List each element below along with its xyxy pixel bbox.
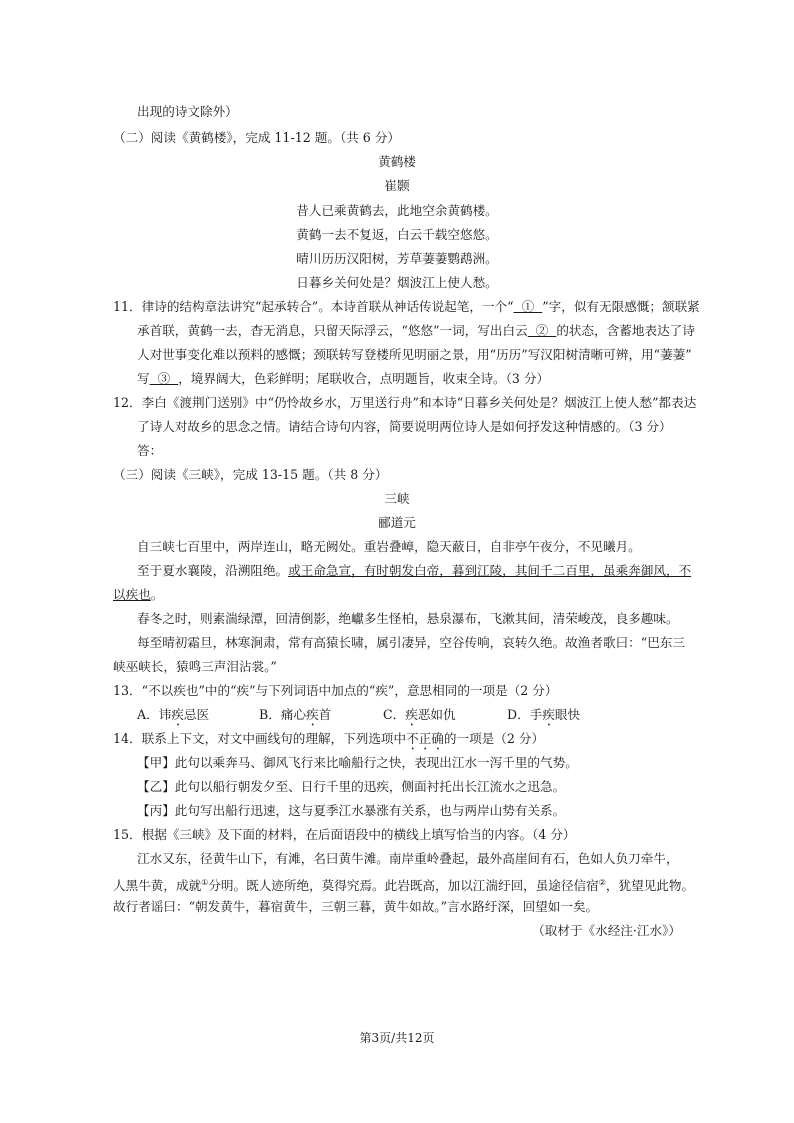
- blank-1: ①: [513, 299, 543, 314]
- option-text: 眼快: [554, 707, 581, 722]
- q11-text: ，境界阔大，色彩鲜明；尾联收合，点明题旨，收束全诗。（3 分）: [178, 371, 550, 386]
- section-2-heading: （二）阅读《黄鹤楼》，完成 11-12 题。（共 6 分）: [113, 130, 401, 145]
- passage-paragraph-4: 每至晴初霜旦，林寒涧肃，常有高猿长啸，属引凄异，空谷传响，哀转久绝。故渔者歌曰：“巴东三: [137, 635, 685, 650]
- passage-paragraph-3: 春冬之时，则素湍绿潭，回清倒影，绝巘多生怪柏，悬泉瀑布，飞漱其间，清荣峻茂，良多趣味。: [137, 611, 679, 626]
- q11-text: 律诗的结构章法讲究“起承转合”。本诗首联从神话传说起笔，一个“: [141, 299, 514, 314]
- dotted-char: 疾: [306, 707, 319, 722]
- option-text: 讳: [158, 707, 172, 722]
- q11-text: ”字，似有无限感慨；颔联紧: [542, 299, 700, 314]
- material-text: 江水又东，径黄牛山下，有滩，名曰黄牛滩。南岸重岭叠起，最外高崖间有石，色如人负刀牵牛，: [137, 851, 679, 866]
- poem-author: 崔颢: [384, 178, 410, 193]
- blank-3: ③: [149, 371, 179, 386]
- q11-text: 的状态，含蓄地表达了诗: [556, 323, 695, 338]
- option-c[interactable]: [383, 706, 456, 729]
- option-letter: A．: [137, 707, 159, 722]
- q14-text: 的一项是（2 分）: [443, 731, 545, 746]
- question-number: 11．: [113, 299, 142, 314]
- option-text: 首: [318, 707, 332, 722]
- q11-text: 承首联，黄鹤一去，杳无消息，只留天际浮云，“悠悠”一词，写出白云: [137, 323, 528, 338]
- question-number: 15．: [113, 827, 142, 842]
- q14-text: 联系上下文，对文中画线句的理解，下列选项中: [141, 731, 407, 746]
- q11-text: 写: [137, 371, 150, 386]
- option-yi[interactable]: 【乙】此句以船行朝发夕至、日行千里的迅疾，侧面衬托出长江流水之迅急。: [137, 779, 566, 794]
- material-text: 人黑牛黄，成就: [113, 878, 202, 894]
- underlined-sentence: 以疾也: [113, 587, 151, 602]
- option-d[interactable]: [507, 706, 580, 729]
- poem-line: 晴川历历汉阳树，芳草萋萋鹦鹉洲。: [296, 251, 498, 266]
- poem-line: 黄鹤一去不复返，白云千载空悠悠。: [296, 227, 498, 242]
- emphasized-text: 不正确: [406, 731, 444, 746]
- q15-text: 根据《三峡》及下面的材料，在后面语段中的横线上填写恰当的内容。（4 分）: [141, 827, 576, 842]
- material-text: 故行者谣曰：“朝发黄牛，暮宿黄牛，三朝三暮，黄牛如故。”言水路纡深，回望如一矣。: [113, 899, 599, 914]
- material-text: ，犹望见此物。: [605, 878, 695, 894]
- option-b[interactable]: [259, 706, 331, 729]
- q12-text: 李白《渡荆门送别》中“仍怜故乡水，万里送行舟”和本诗“日暮乡关何处是？烟波江上使人愁”都表达: [141, 395, 697, 410]
- footnote-mark: ①: [201, 878, 209, 887]
- q13-text: “不以疾也”中的“疾”与下列词语中加点的“疾”，意思相同的一项是（2 分）: [141, 683, 558, 698]
- question-number: 13．: [113, 683, 142, 698]
- poem-title: 黄鹤楼: [378, 154, 416, 169]
- footnote-mark: ②: [598, 878, 606, 887]
- poem-line: 日暮乡关何处是？烟波江上使人愁。: [296, 275, 498, 290]
- option-letter: B．: [259, 707, 281, 722]
- option-bing[interactable]: 【丙】此句写出船行迅速，这与夏季江水暴涨有关系，也与两岸山势有关系。: [137, 803, 566, 818]
- passage-paragraph-4: 峡巫峡长，猿鸣三声泪沾裳。”: [113, 659, 277, 674]
- option-text: 忌医: [183, 707, 210, 722]
- section-3-heading: （三）阅读《三峡》，完成 13-15 题。（共 8 分）: [113, 467, 388, 482]
- option-a[interactable]: [137, 706, 209, 729]
- dotted-char: 疾: [405, 707, 418, 722]
- passage-paragraph-2: 。: [150, 587, 164, 602]
- material-text: 分明。既人迹所绝，莫得究焉。此岩既高，加以江湍纡回，虽途径信宿: [208, 878, 599, 894]
- page-footer: 第3页/共12页: [359, 1031, 435, 1045]
- text-title: 三峡: [384, 491, 410, 506]
- answer-label: 答：: [137, 443, 163, 458]
- question-number: 14．: [113, 731, 142, 746]
- option-letter: C．: [383, 707, 406, 722]
- poem-line: 昔人已乘黄鹤去，此地空余黄鹤楼。: [296, 203, 498, 218]
- option-text: 手: [529, 707, 543, 722]
- q12-text: 了诗人对故乡的思念之情。请结合诗句内容，简要说明两位诗人是如何抒发这种情感的。（3 分）: [137, 419, 672, 434]
- option-jia[interactable]: 【甲】此句以乘奔马、御风飞行来比喻船行之快，表现出江水一泻千里的气势。: [137, 755, 578, 770]
- passage-paragraph-2: 至于夏水襄陵，沿溯阻绝。: [137, 563, 289, 578]
- option-text: 恶如仇: [417, 707, 456, 722]
- text-author: 郦道元: [378, 515, 416, 530]
- q11-text: 人对世事变化难以预料的感慨；颈联转写登楼所见明丽之景，用“历历”写汉阳树清晰可辨，用“萋萋”: [137, 347, 692, 362]
- option-text: 痛心: [280, 707, 307, 722]
- source-citation: （取材于《水经注·江水》）: [532, 923, 681, 938]
- lead-in: 出现的诗文除外）: [137, 104, 238, 119]
- question-number: 12．: [113, 395, 142, 410]
- dotted-char: 疾: [542, 707, 555, 722]
- dotted-char: 疾: [171, 707, 184, 722]
- option-letter: D．: [507, 707, 530, 722]
- passage-paragraph-1: 自三峡七百里中，两岸连山，略无阙处。重岩叠嶂，隐天蔽日，自非亭午夜分，不见曦月。: [137, 539, 641, 554]
- blank-2: ②: [527, 323, 557, 338]
- underlined-sentence: 或王命急宣，有时朝发白帝，暮到江陵，其间千二百里，虽乘奔御风，不: [288, 563, 692, 578]
